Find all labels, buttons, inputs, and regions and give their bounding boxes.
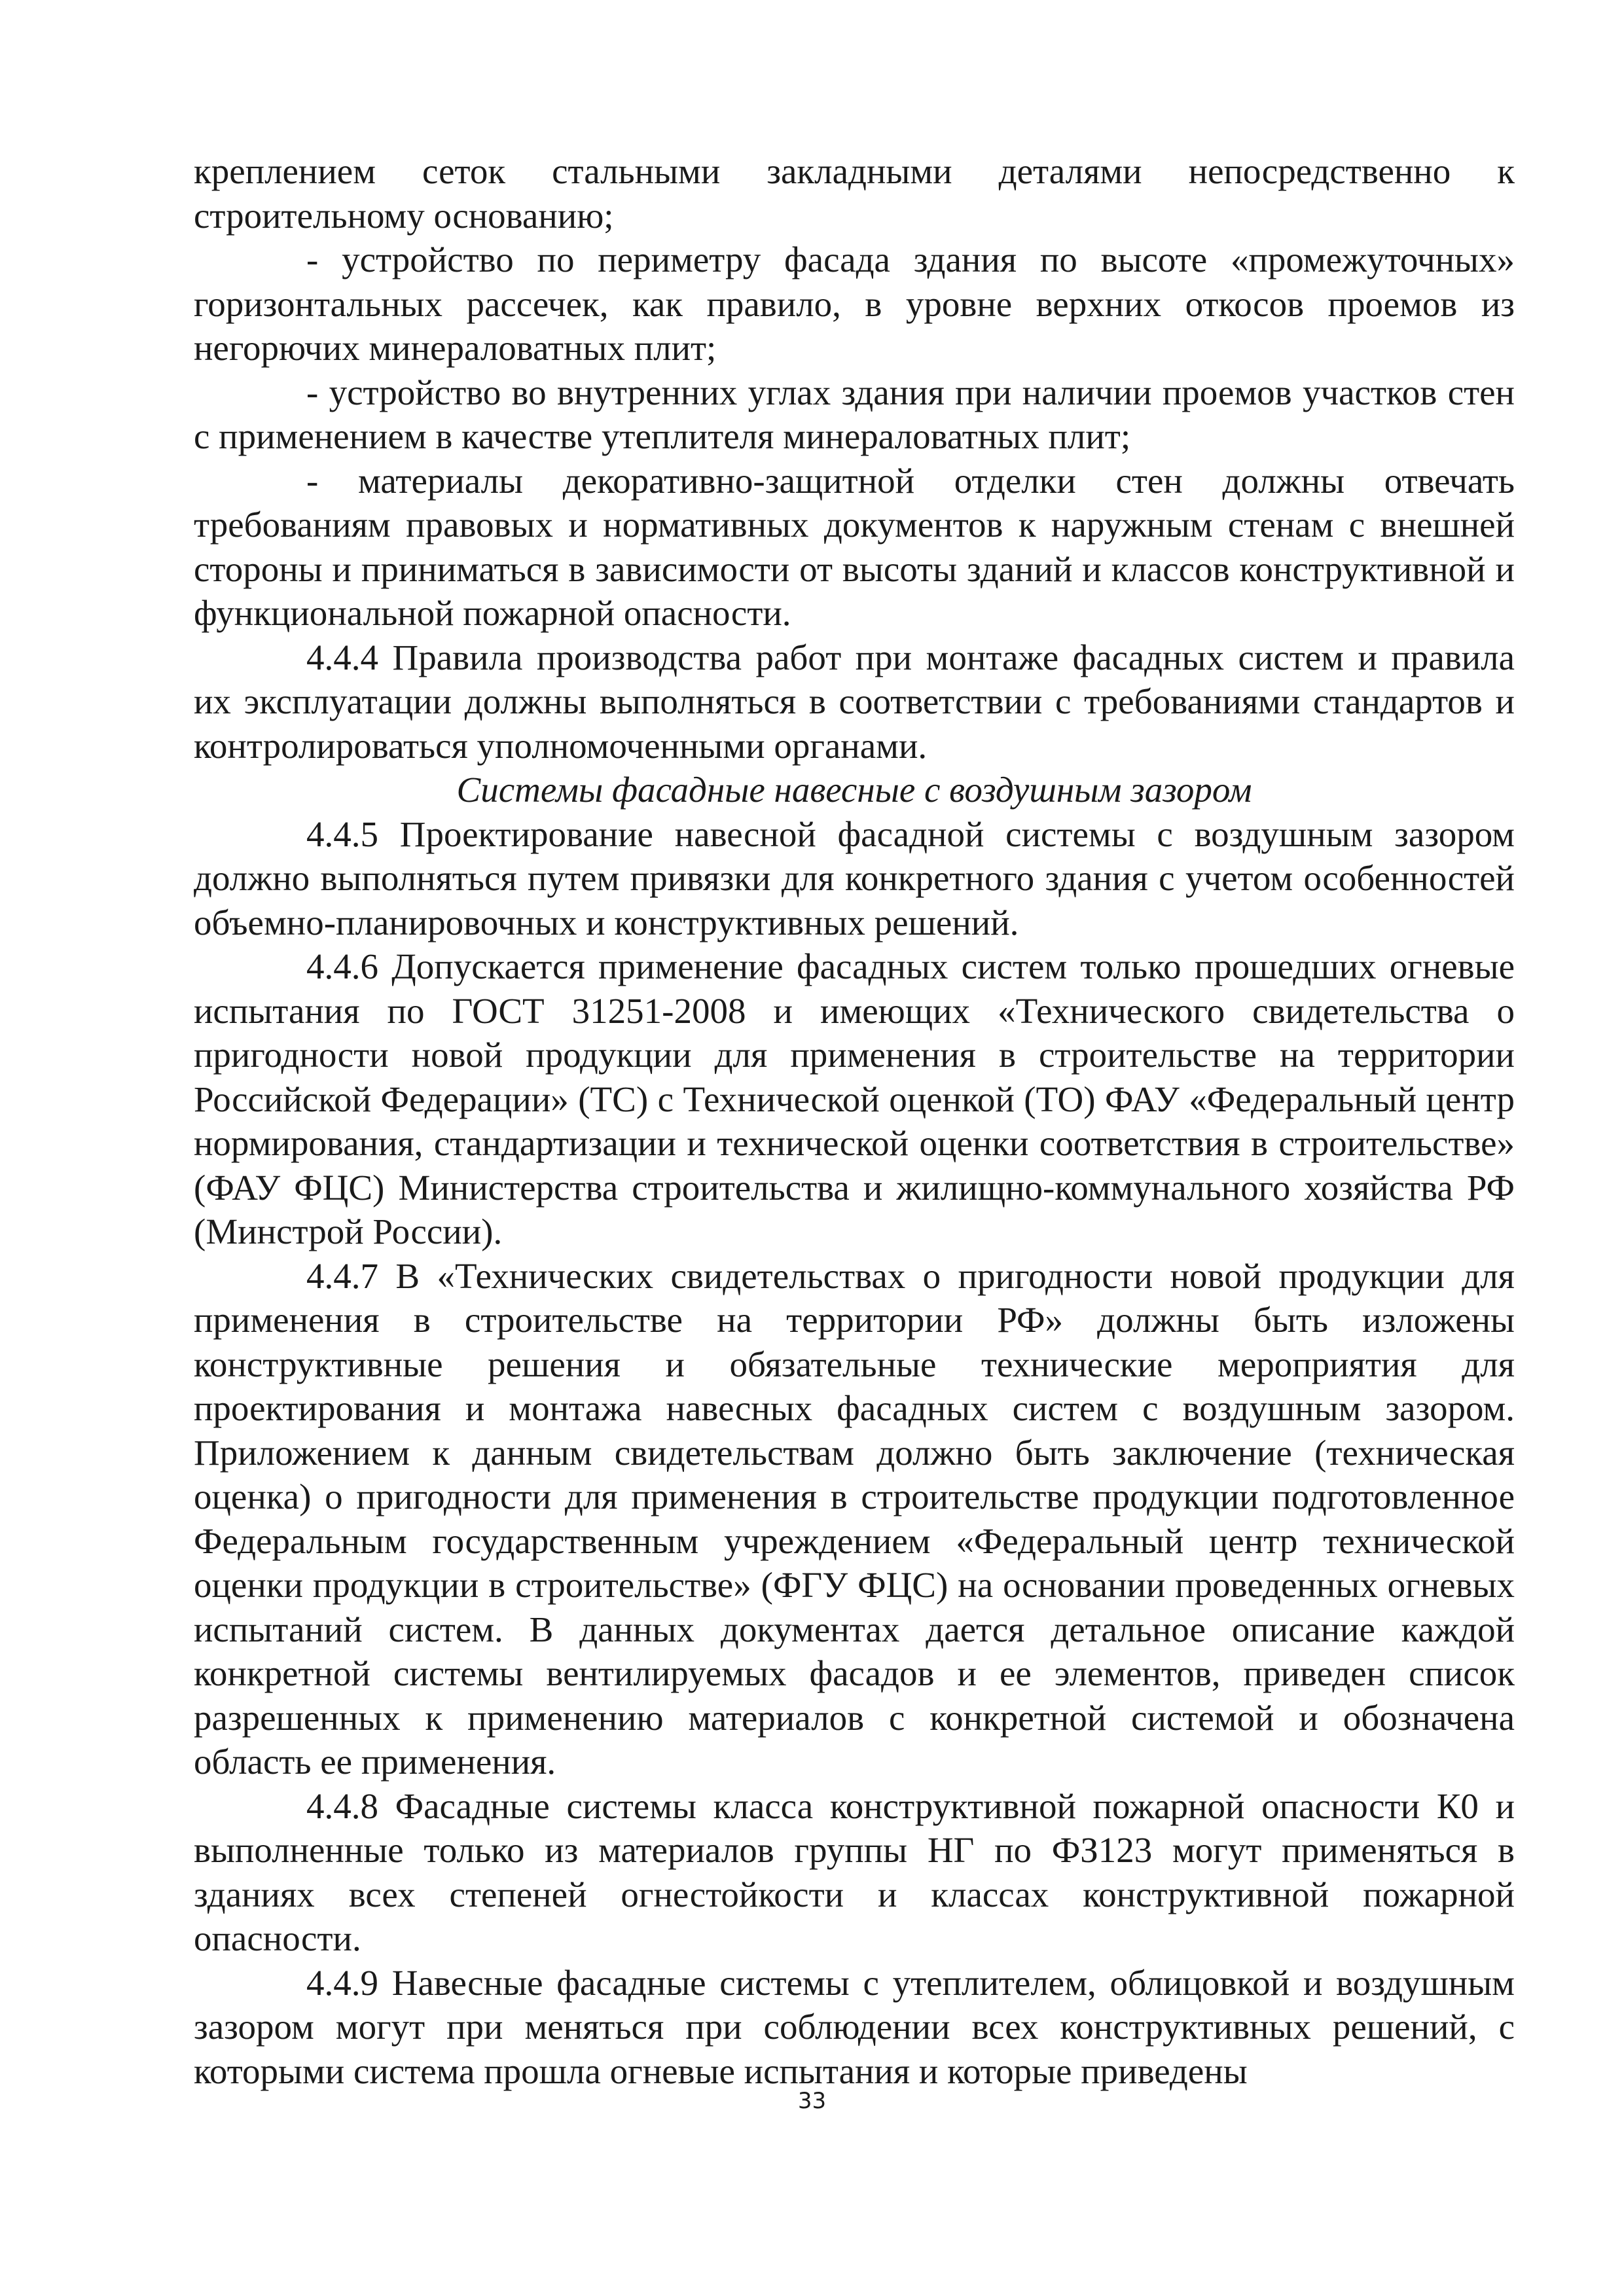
paragraph-4-4-7: 4.4.7 В «Технических свидетельствах о пригодности новой продукции для применения в строительстве на территории РФ» должны быть изложены конструктивные решения и обязательные технические мероприятия для проектирования и монтажа навесных фасадных систем с воздушным зазором. Приложением к данным свидетельствам должно быть заключение (техническая оценка) о пригодности для применения в строительстве продукции подготовленное Федеральным государственным учреждением «Федеральный центр технической оценки продукции в строительстве» (ФГУ ФЦС) на основании проведенных огневых испытаний систем. В данных документах дается детальное описание каждой конкретной системы вентилируемых фасадов и ее элементов, приведен список разрешенных к применению материалов с конкретной системой и обозначена область ее применения. [194, 1255, 1515, 1782]
paragraph-4-4-8: 4.4.8 Фасадные системы класса конструктивной пожарной опасности К0 и выполненные только из материалов группы НГ по ФЗ123 могут применяться в зданиях всех степеней огнестойкости и классах конструктивной пожарной опасности. [194, 1785, 1515, 1958]
paragraph-fire-breaks: - устройство по периметру фасада здания по высоте «промежуточных» горизонтальных рассечек, как правило, в уровне верхних откосов проемов из негорючих минераловатных плит; [194, 240, 1515, 368]
paragraph-continuation: креплением сеток стальными закладными деталями непосредственно к строительному основанию; [194, 151, 1515, 236]
paragraph-4-4-4: 4.4.4 Правила производства работ при монтаже фасадных систем и правила их эксплуатации должны выполняться в соответствии с требованиями стандартов и контролироваться уполномоченными органами. [194, 637, 1515, 766]
section-heading: Системы фасадные навесные с воздушным зазором [456, 770, 1252, 810]
paragraph-finish-materials: - материалы декоративно-защитной отделки стен должны отвечать требованиям правовых и нормативных документов к наружным стенам с внешней стороны и приниматься в зависимости от высоты зданий и классов конструктивной и функциональной пожарной опасности. [194, 460, 1515, 633]
paragraph-4-4-5: 4.4.5 Проектирование навесной фасадной системы с воздушным зазором должно выполняться путем привязки для конкретного здания с учетом особенностей объемно-планировочных и конструктивных решений. [194, 814, 1515, 942]
body-text [194, 149, 1515, 2093]
page-number: 33 [797, 2088, 827, 2114]
paragraph-4-4-9: 4.4.9 Навесные фасадные системы с утеплителем, облицовкой и воздушным зазором могут при меняться при соблюдении всех конструктивных решений, с которыми система прошла огневые испытания и которые приведены [194, 1962, 1515, 2091]
paragraph-inner-corners: - устройство во внутренних углах здания при наличии проемов участков стен с применением в качестве утеплителя минераловатных плит; [194, 372, 1515, 456]
paragraph-4-4-6: 4.4.6 Допускается применение фасадных систем только прошедших огневые испытания по ГОСТ 31251-2008 и имеющих «Технического свидетельства о пригодности новой продукции для применения в строительстве на территории Российской Федерации» (ТС) с Технической оценкой (ТО) ФАУ «Федеральный центр нормирования, стандартизации и технической оценки соответствия в строительстве» (ФАУ ФЦС) Министерства строительства и жилищно-коммунального хозяйства РФ (Минстрой России). [194, 946, 1515, 1251]
